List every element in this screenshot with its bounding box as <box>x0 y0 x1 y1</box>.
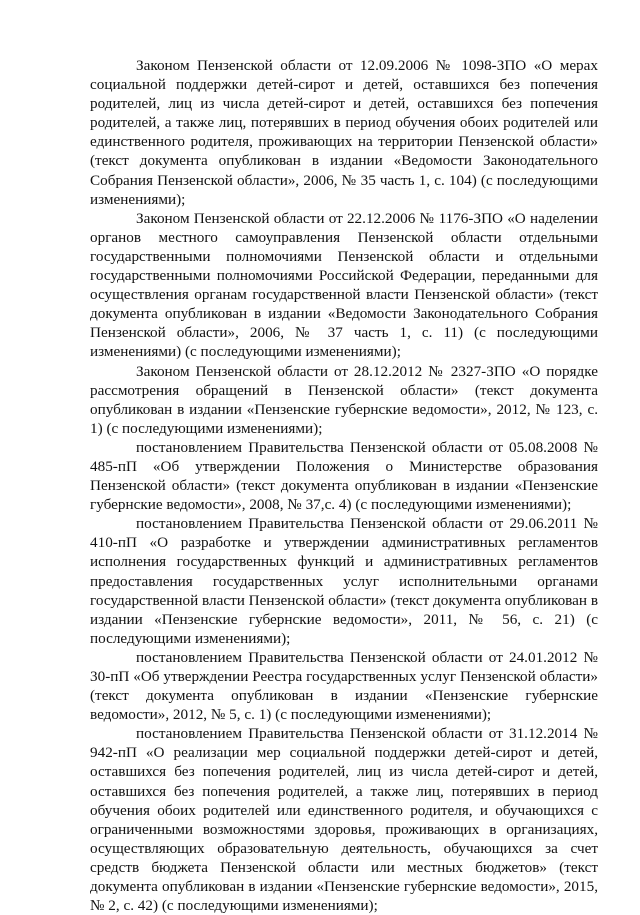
law-paragraph-1098-zpo: Законом Пензенской области от 12.09.2006 № 1098-ЗПО «О мерах социальной поддержки детей-сирот и детей, оставшихся без попечения родителей, лиц из числа детей-сирот и детей, оставшихся без попечения родителей, а также лиц, потерявших в период обучения обоих родителей или единственного родителя, проживающих на территории Пензенской области» (текст документа опубликован в издании «Ведомости Законодательного Собрания Пензенской области», 2006, № 35 часть 1, с. 104) (с последующими изменениями); <box>90 57 598 208</box>
law-paragraph-1176-zpo: Законом Пензенской области от 22.12.2006 № 1176-ЗПО «О наделении органов местного самоуправления Пензенской области отдельными государственными полномочиями Пензенской области и отдельными государственными полномочиями Российской Федерации, переданными для осуществления органам государственной власти Пензенской области» (текст документа опубликован в издании «Ведомости Законодательного Собрания Пензенской области», 2006, № 37 часть 1, с. 11) (с последующими изменениями) (с последующими изменениями); <box>90 209 598 361</box>
resolution-paragraph-410-pp: постановлением Правительства Пензенской области от 29.06.2011 № 410-пП «О разработке и утверждении административных регламентов исполнения государственных функций и административных регламентов предоставления государственных услуг исполнительными органами государственной власти Пензенской области» (текст документа опубликован в издании «Пензенские губернские ведомости», 2011, № 56, с. 21) (с последующими изменениями); <box>90 515 598 647</box>
law-paragraph-2327-zpo: Законом Пензенской области от 28.12.2012 № 2327-ЗПО «О порядке рассмотрения обращений в Пензенской области» (текст документа опубликован в издании «Пензенские губернские ведомости», 2012, № 123, с. 1) (с последующими изменениями); <box>90 362 598 437</box>
document-page <box>90 56 598 915</box>
resolution-paragraph-485-pp: постановлением Правительства Пензенской области от 05.08.2008 № 485-пП «Об утверждении Положения о Министерстве образования Пензенской области» (текст документа опубликован в издании «Пензенские губернские ведомости», 2008, № 37,с. 4) (с последующими изменениями); <box>90 438 598 514</box>
resolution-paragraph-942-pp: постановлением Правительства Пензенской области от 31.12.2014 № 942-пП «О реализации мер социальной поддержки детей-сирот и детей, оставшихся без попечения родителей, лиц из числа детей-сирот и детей, оставшихся без попечения родителей, а также лиц, потерявших в период обучения обоих родителей или единственного родителя, и обучающихся с ограниченными возможностями здоровья, проживающих в организациях, осуществляющих образовательную деятельность, обучающихся за счет средств бюджета Пензенской области или местных бюджетов» (текст документа опубликован в издании «Пензенские губернские ведомости», 2015, № 2, с. 42) (с последующими изменениями); <box>90 725 598 915</box>
resolution-paragraph-30-pp: постановлением Правительства Пензенской области от 24.01.2012 № 30-пП «Об утверждении Реестра государственных услуг Пензенской области» (текст документа опубликован в издании «Пензенские губернские ведомости», 2012, № 5, с. 1) (с последующими изменениями); <box>90 648 598 724</box>
